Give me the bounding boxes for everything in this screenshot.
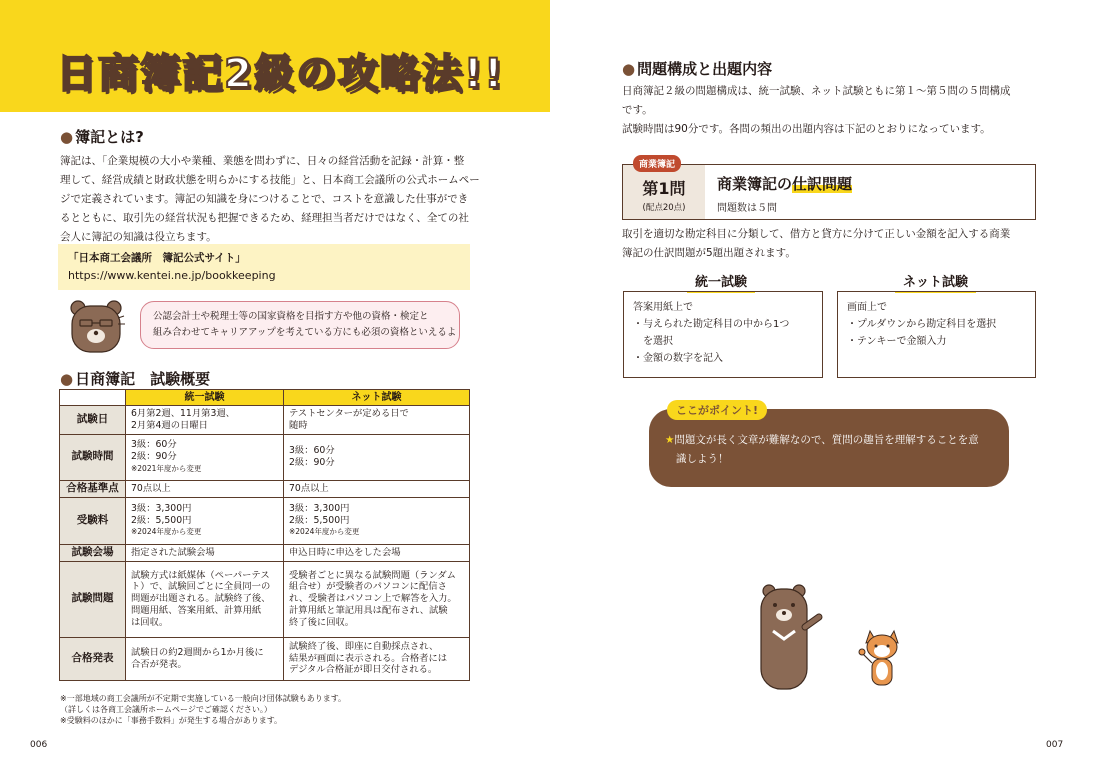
row-label: 試験時間 [60, 434, 126, 480]
col-header-unified: 統一試験 [126, 390, 284, 406]
row-label: 試験問題 [60, 561, 126, 637]
page-title: 日商簿記2級の攻略法!! [56, 51, 505, 97]
exam-overview-table [59, 389, 470, 681]
row-label: 合格基準点 [60, 480, 126, 497]
bookkeeping-description: 簿記は、「企業規模の大小や業種、業態を問わずに、日々の経営活動を記録・計算・整 理して、経営成績と財政状態を明らかにする技能」と、日本商工会議所の公式ホームペー ジで定義されています。簿記の知識を身につけることで、コストを意識した仕事ができ るとともに、取引先の経営状況も把握できるため、経理担当者だけではなく、全ての社 会人に簿記の知識は役立ちます。 [60, 155, 480, 243]
page-number-left: 006 [30, 740, 48, 750]
bullet-icon: ● [622, 60, 636, 78]
section-heading-exam-overview: ● 日商簿記 試験概要 [60, 370, 211, 388]
cell-net: 3級：60分 2級：90分 [284, 434, 470, 480]
question-title: 商業簿記の仕訳問題 [717, 175, 853, 193]
cell-net: 70点以上 [284, 480, 470, 497]
speech-bubble: 公認会計士や税理士等の国家資格を目指す方や他の資格・検定と 組み合わせてキャリアアップを考えている方にも必須の資格といえるよ [140, 301, 460, 349]
question-number: 第1問 [642, 179, 686, 198]
cell-note: ※2024年度から変更 [131, 527, 202, 537]
cell-net: 3級：3,300円 2級：5,500円 ※2024年度から変更 [284, 497, 470, 544]
category-badge: 商業簿記 [633, 155, 681, 172]
row-label: 受験料 [60, 497, 126, 544]
bear-pointing-icon [755, 583, 825, 691]
table-row [60, 637, 470, 680]
bear-mascot-icon [66, 298, 126, 354]
row-label: 試験会場 [60, 544, 126, 561]
table-row [60, 406, 470, 435]
table-row [60, 544, 470, 561]
official-site-link[interactable]: https://www.kentei.ne.jp/bookkeeping [68, 269, 276, 282]
question-count: 問題数は５問 [717, 203, 777, 214]
official-site-label: 「日本商工会議所 簿記公式サイト」 [68, 252, 246, 264]
cell-unified: 3級：60分 2級：90分 ※2021年度から変更 [126, 434, 284, 480]
page-number-right: 007 [1046, 740, 1064, 750]
cell-unified: 指定された試験会場 [126, 544, 284, 561]
section-heading-structure: ● 問題構成と出題内容 [622, 60, 773, 78]
table-row [60, 561, 470, 637]
point-badge: ここがポイント! [667, 400, 767, 420]
col-header-net: ネット試験 [284, 390, 470, 406]
point-text-line1: 問題文が長く文章が難解なので、質問の趣旨を理解することを意 [674, 434, 979, 446]
table-row [60, 434, 470, 480]
table-corner [60, 390, 126, 406]
cell-unified: 試験日の約2週間から1か月後に 合否が発表。 [126, 637, 284, 680]
table-footnotes: ※一部地域の商工会議所が不定期で実施している一般向け団体試験もあります。 （詳しくは各商工会議所ホームページでご確認ください。） ※受験料のほかに「事務手数料」が発生する場合があります。 [60, 694, 347, 725]
point-text-line2: 識しよう！ [676, 453, 729, 465]
unified-exam-heading: 統一試験 [695, 271, 747, 290]
row-label: 合格発表 [60, 637, 126, 680]
bullet-icon: ● [60, 370, 74, 388]
cell-note: ※2021年度から変更 [131, 463, 202, 473]
cell-note: ※2024年度から変更 [289, 527, 360, 537]
table-row [60, 480, 470, 497]
structure-description: 日商簿記２級の問題構成は、統一試験、ネット試験ともに第１～第５問の５問構成 です。 試験時間は90分です。各問の頻出の出題内容は下記のとおりになっています。 [622, 85, 1011, 135]
cell-unified: 3級：3,300円 2級：5,500円 ※2024年度から変更 [126, 497, 284, 544]
cell-net: 申込日時に申込をした会場 [284, 544, 470, 561]
official-site-box [58, 244, 470, 290]
cell-unified: 70点以上 [126, 480, 284, 497]
cell-unified: 試験方式は紙媒体（ペーパーテス ト）で、試験回ごとに全員同一の 問題が出題される。試験終了後、 問題用紙、答案用紙、計算用紙 は回収。 [126, 561, 284, 637]
section-heading-bookkeeping: ● 簿記とは? [60, 128, 144, 146]
question-points: (配点20点) [642, 203, 686, 213]
net-exam-heading: ネット試験 [903, 271, 968, 290]
question-description: 取引を適切な勘定科目に分類して、借方と貸方に分けて正しい金額を記入する商業 簿記の仕訳問題が5題出題されます。 [622, 228, 1011, 259]
cell-unified: 6月第2週、11月第3週、 2月第4週の日曜日 [126, 406, 284, 435]
question-1-box [622, 164, 1036, 220]
unified-exam-box: 答案用紙上で ・与えられた勘定科目の中から1つ を選択 ・金額の数字を記入 [623, 291, 823, 378]
cell-net: 試験終了後、即座に自動採点され、 結果が画面に表示される。合格者には デジタル合格証が即日交付される。 [284, 637, 470, 680]
net-exam-box: 画面上で ・プルダウンから勘定科目を選択 ・テンキーで金額入力 [837, 291, 1036, 378]
star-icon: ★ [665, 434, 675, 446]
table-row [60, 497, 470, 544]
point-callout [649, 409, 1009, 487]
question-number-panel [623, 165, 705, 219]
cell-net: テストセンターが定める日で 随時 [284, 406, 470, 435]
row-label: 試験日 [60, 406, 126, 435]
dog-mascot-icon [858, 627, 906, 689]
cell-net: 受験者ごとに異なる試験問題（ランダム 組合せ）が受験者のパソコンに配信さ れ、受験者はパソコン上で解答を入力。 計算用紙と筆記用具は配布され、試験 終了後に回収。 [284, 561, 470, 637]
table-header-row [60, 390, 470, 406]
bullet-icon: ● [60, 128, 74, 146]
